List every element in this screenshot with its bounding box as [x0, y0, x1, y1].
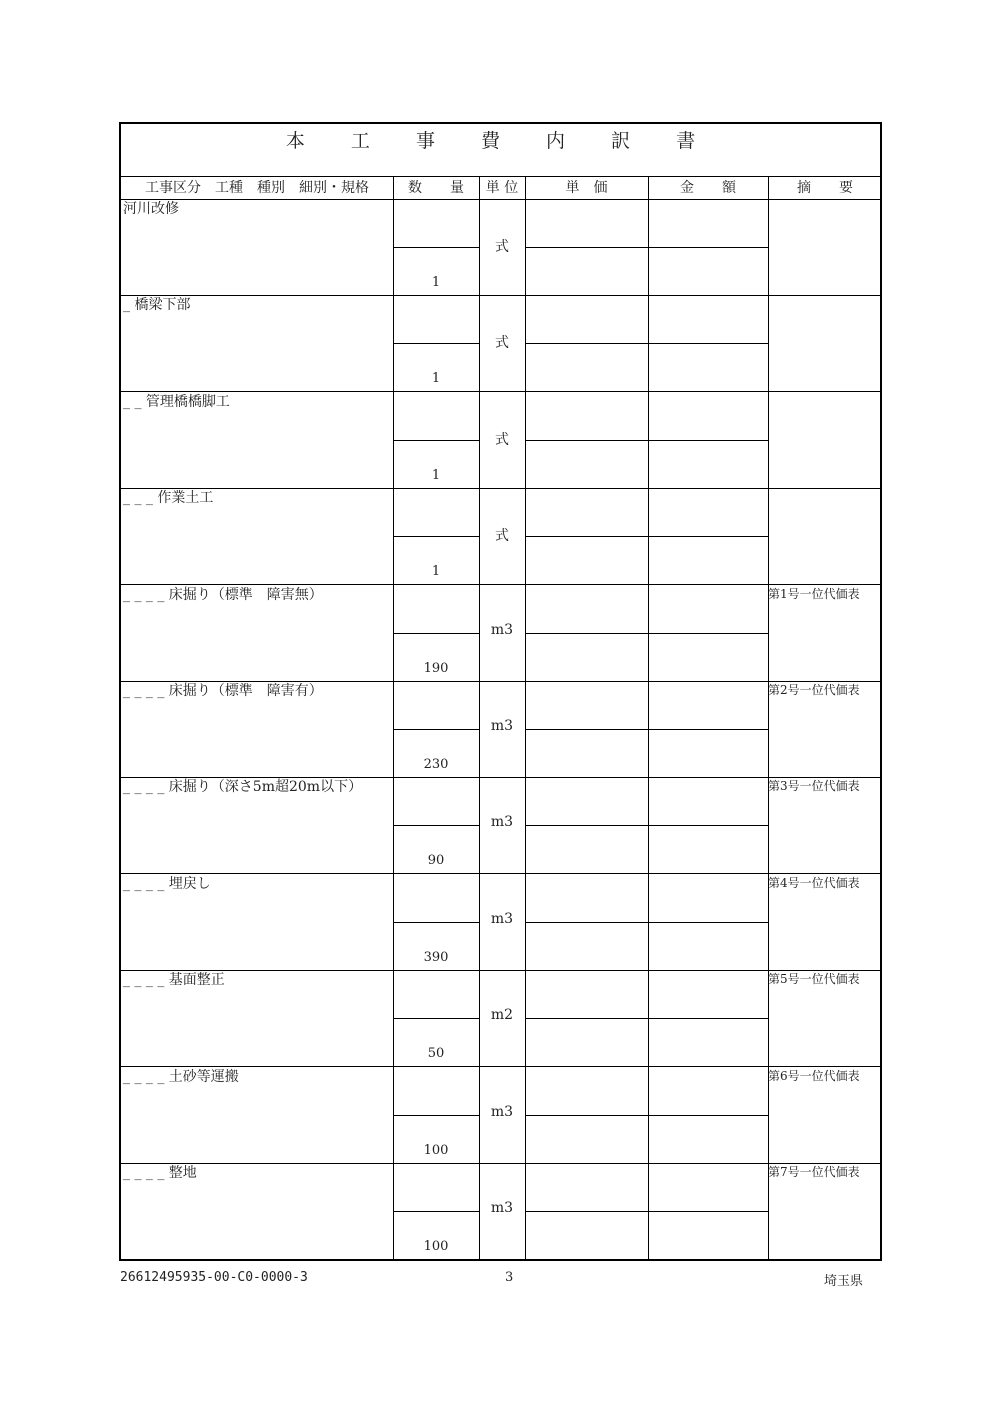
table-row [121, 586, 880, 682]
header-unit: 単 位 [485, 180, 519, 196]
row-item-name: _ _ _ _ 基面整正 [123, 972, 225, 989]
row-quantity: 50 [427, 1046, 445, 1062]
row-divider [525, 729, 768, 730]
row-quantity: 1 [431, 564, 441, 580]
row-divider [525, 825, 768, 826]
row-unit: 式 [495, 431, 509, 448]
row-divider [393, 1211, 479, 1212]
table-row [121, 296, 880, 392]
row-quantity: 230 [423, 757, 449, 772]
table-header [121, 176, 880, 200]
row-quantity: 1 [431, 467, 441, 483]
row-divider [393, 440, 479, 441]
row-quantity: 90 [427, 853, 445, 869]
organization: 埼玉県 [824, 1274, 864, 1289]
row-item-name: _ _ _ _ 床掘り（標準 障害有） [123, 683, 323, 699]
table-row [121, 489, 880, 585]
row-quantity: 390 [423, 949, 449, 965]
table-row [121, 200, 880, 296]
row-unit: m3 [490, 1103, 514, 1120]
row-unit: m2 [490, 1007, 514, 1024]
page-number: 3 [505, 1270, 514, 1285]
row-unit: 式 [495, 528, 509, 545]
header-remark: 摘 要 [797, 180, 853, 196]
row-divider [525, 247, 768, 248]
table-row [121, 875, 880, 971]
row-divider [525, 536, 768, 537]
row-divider [393, 247, 479, 248]
row-unit: m3 [490, 621, 514, 638]
row-quantity: 100 [423, 1142, 449, 1158]
header-item: 工事区分 工種 種別 細別・規格 [145, 180, 369, 196]
row-item-name: _ _ _ _ 埋戻し [123, 875, 211, 892]
row-divider [393, 729, 479, 730]
row-unit: 式 [495, 335, 509, 352]
row-divider [525, 440, 768, 441]
document-title: 本 工 事 費 内 訳 書 [285, 130, 716, 152]
row-remark: 第4号一位代価表 [768, 875, 860, 890]
row-divider [525, 1018, 768, 1019]
row-divider [525, 1211, 768, 1212]
row-remark: 第7号一位代価表 [768, 1165, 860, 1179]
document-id: 26612495935-00-C0-0000-3 [120, 1270, 308, 1285]
row-divider [393, 343, 479, 344]
row-divider [393, 1018, 479, 1019]
row-item-name: 河川改修 [123, 201, 179, 217]
row-item-name: _ _ _ _ 床掘り（深さ5m超20m以下） [123, 779, 363, 796]
header-quantity: 数 量 [408, 180, 464, 196]
row-item-name: _ _ _ _ 整地 [123, 1165, 197, 1181]
row-divider [393, 536, 479, 537]
row-unit: 式 [495, 239, 509, 255]
table-row [121, 682, 880, 778]
row-item-name: _ 橋梁下部 [123, 297, 191, 314]
header-unit-price: 単 価 [565, 180, 608, 196]
row-divider [525, 633, 768, 634]
row-quantity: 1 [431, 371, 441, 387]
row-remark: 第5号一位代価表 [768, 972, 860, 987]
row-unit: m3 [490, 910, 514, 927]
table-row [121, 1068, 880, 1164]
row-item-name: _ _ _ _ 土砂等運搬 [123, 1068, 239, 1085]
row-remark: 第3号一位代価表 [768, 779, 860, 794]
row-unit: m3 [490, 1200, 514, 1216]
table-row [121, 1164, 880, 1260]
row-divider [393, 825, 479, 826]
row-divider [393, 922, 479, 923]
row-divider [525, 922, 768, 923]
row-divider [393, 1115, 479, 1116]
table-row [121, 393, 880, 489]
row-quantity: 1 [431, 275, 441, 290]
header-amount: 金 額 [680, 180, 736, 196]
row-remark: 第1号一位代価表 [768, 586, 860, 601]
row-divider [393, 633, 479, 634]
row-remark: 第6号一位代価表 [768, 1068, 860, 1083]
table-body [121, 200, 880, 1261]
row-item-name: _ _ _ 作業土工 [123, 490, 214, 507]
row-unit: m3 [490, 718, 514, 734]
row-divider [525, 343, 768, 344]
row-unit: m3 [490, 814, 514, 831]
row-item-name: _ _ _ _ 床掘り（標準 障害無） [123, 586, 323, 603]
row-quantity: 190 [423, 660, 449, 676]
row-divider [525, 1115, 768, 1116]
table-row [121, 971, 880, 1067]
row-item-name: _ _ 管理橋橋脚工 [123, 393, 230, 410]
row-quantity: 100 [423, 1239, 449, 1254]
row-remark: 第2号一位代価表 [768, 683, 860, 697]
breakdown-table [119, 122, 882, 1261]
table-row [121, 778, 880, 874]
